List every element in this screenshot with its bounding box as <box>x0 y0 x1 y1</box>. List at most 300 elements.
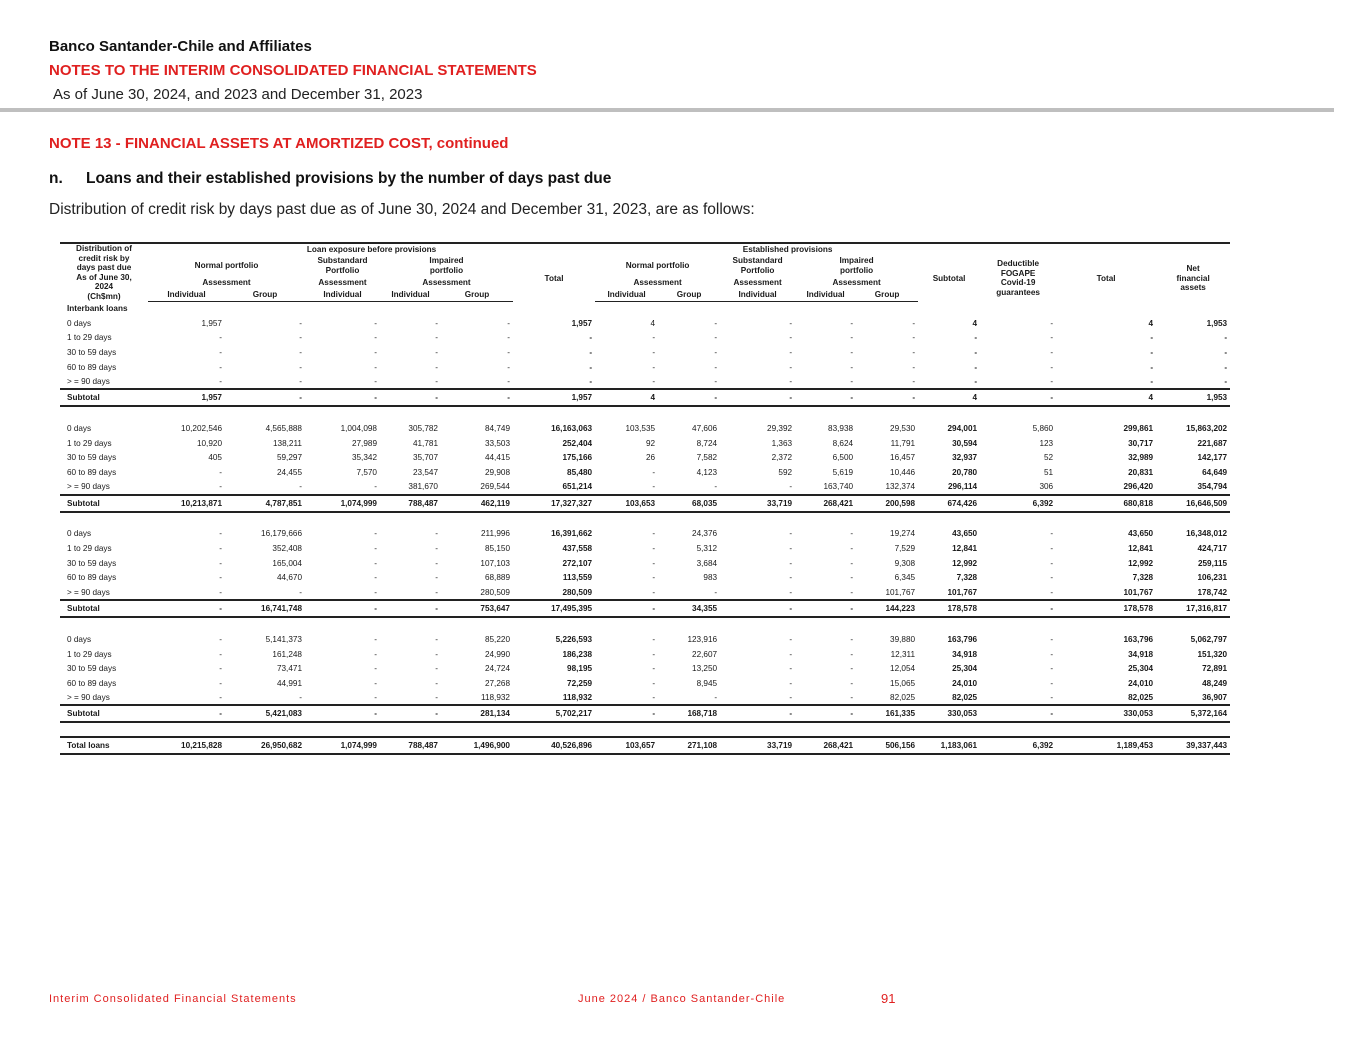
table-cell: 4 <box>918 389 980 406</box>
table-cell: - <box>652 693 656 703</box>
table-cell: 26,950,682 <box>225 737 305 754</box>
table-cell: 8,945 <box>696 678 718 688</box>
table-cell: - <box>789 634 793 644</box>
row-label: 1 to 29 days <box>67 544 112 554</box>
table-cell: 4 <box>1056 389 1156 406</box>
table-cell: - <box>789 587 793 597</box>
table-cell: - <box>1224 333 1228 343</box>
table-cell: - <box>789 347 793 357</box>
table-cell: - <box>850 587 854 597</box>
table-cell: 1,957 <box>201 318 222 328</box>
table-cell: 1,957 <box>148 389 225 406</box>
table-cell: 674,426 <box>918 495 980 512</box>
table-cell: - <box>850 649 854 659</box>
table-cell: 5,141,373 <box>265 634 302 644</box>
interbank-label: Interbank loans <box>67 304 128 314</box>
table-cell: 5,702,217 <box>513 705 595 722</box>
table-cell: 24,376 <box>692 529 718 539</box>
table-cell: - <box>980 705 1056 722</box>
table-cell: 424,717 <box>1197 544 1228 554</box>
table-cell: 4 <box>595 389 658 406</box>
prov-impaired-header: Impaired portfolio <box>839 256 874 275</box>
normal-portfolio-header: Normal portfolio <box>194 261 259 270</box>
table-cell: 296,114 <box>947 482 978 492</box>
table-cell: 84,749 <box>484 423 510 433</box>
table-cell: 4 <box>972 318 978 328</box>
table-cell: - <box>435 573 438 583</box>
table-cell: 4,787,851 <box>225 495 305 512</box>
table-cell: 29,392 <box>767 423 793 433</box>
table-cell: - <box>850 573 854 583</box>
table-cell: 40,526,896 <box>513 737 595 754</box>
table-cell: - <box>435 529 438 539</box>
table-cell: - <box>980 600 1056 617</box>
table-cell: 268,421 <box>795 495 856 512</box>
table-cell: - <box>789 573 793 583</box>
table-cell: 32,989 <box>1128 453 1154 463</box>
table-cell: - <box>789 318 793 328</box>
table-cell: 6,500 <box>832 453 854 463</box>
subtotal-row <box>60 600 1230 617</box>
table-cell: 144,223 <box>856 600 918 617</box>
table-cell: 178,578 <box>918 600 980 617</box>
table-cell: - <box>435 318 438 328</box>
row-label: > = 90 days <box>67 376 110 386</box>
total-provisions-header: Total <box>1096 273 1116 283</box>
table-cell: 462,119 <box>441 495 513 512</box>
table-cell: - <box>720 600 795 617</box>
table-cell: - <box>974 376 978 386</box>
subtotal-row <box>60 495 1230 512</box>
table-cell: 35,707 <box>412 453 438 463</box>
table-cell: - <box>714 347 718 357</box>
table-cell: - <box>1050 347 1054 357</box>
table-cell: - <box>652 347 656 357</box>
table-cell: - <box>1050 376 1054 386</box>
table-cell: 123,916 <box>687 634 718 644</box>
table-cell: 788,487 <box>380 495 441 512</box>
table-cell: - <box>714 482 718 492</box>
table-row <box>60 661 1230 676</box>
table-cell: - <box>219 649 222 659</box>
table-cell: 259,115 <box>1197 558 1228 568</box>
table-cell: 296,420 <box>1123 482 1154 492</box>
table-cell: 788,487 <box>380 737 441 754</box>
table-row <box>60 527 1230 542</box>
table-cell: - <box>507 333 510 343</box>
table-cell: - <box>912 376 916 386</box>
table-cell: 34,918 <box>1128 649 1154 659</box>
substandard-header: Substandard Portfolio <box>317 256 368 275</box>
table-cell: 4 <box>1148 318 1154 328</box>
table-cell: - <box>435 544 438 554</box>
table-cell: - <box>720 389 795 406</box>
table-cell: 280,509 <box>480 587 510 597</box>
table-cell: 1,363 <box>771 438 793 448</box>
table-cell: 163,796 <box>947 634 978 644</box>
table-cell: - <box>714 587 718 597</box>
table-cell: 35,342 <box>351 453 377 463</box>
table-cell: 10,213,871 <box>148 495 225 512</box>
table-cell: 12,992 <box>1128 558 1154 568</box>
table-cell: - <box>789 649 793 659</box>
table-cell: - <box>652 376 656 386</box>
table-row <box>60 571 1230 586</box>
table-cell: - <box>850 318 854 328</box>
row-label: 60 to 89 days <box>67 468 117 478</box>
table-cell: 30,717 <box>1128 438 1154 448</box>
table-cell: - <box>219 482 222 492</box>
prov-substandard-header: Substandard Portfolio <box>732 256 783 275</box>
table-cell: - <box>850 634 854 644</box>
table-cell: 123 <box>1039 438 1054 448</box>
table-cell: 30,594 <box>952 438 978 448</box>
table-cell: 27,989 <box>351 438 377 448</box>
table-cell: - <box>974 347 978 357</box>
table-cell: - <box>795 600 856 617</box>
table-cell: 354,794 <box>1197 482 1228 492</box>
table-cell: 1,074,999 <box>305 495 380 512</box>
table-cell: - <box>850 693 854 703</box>
table-cell: 10,215,828 <box>148 737 225 754</box>
table-cell: - <box>305 389 380 406</box>
table-cell: - <box>850 347 854 357</box>
row-label: > = 90 days <box>67 587 110 597</box>
table-cell: - <box>299 347 302 357</box>
table-cell: - <box>652 558 656 568</box>
table-cell: - <box>652 362 656 372</box>
table-row <box>60 647 1230 662</box>
table-cell: - <box>219 678 222 688</box>
table-cell: - <box>789 333 793 343</box>
section-heading: Loans and their established provisions by the number of days past due <box>86 170 612 187</box>
table-cell: 103,653 <box>595 495 658 512</box>
table-cell: 106,231 <box>1197 573 1228 583</box>
row-label: 30 to 59 days <box>67 664 117 674</box>
table-cell: - <box>789 482 793 492</box>
table-cell: 44,415 <box>484 453 510 463</box>
table-cell: 15,065 <box>890 678 916 688</box>
table-cell: - <box>1150 362 1154 372</box>
table-cell: 15,863,202 <box>1186 423 1228 433</box>
row-label: > = 90 days <box>67 482 110 492</box>
table-row <box>60 330 1230 345</box>
table-row <box>60 374 1230 389</box>
table-cell: 151,320 <box>1197 649 1228 659</box>
table-row <box>60 436 1230 451</box>
table-cell: - <box>374 347 377 357</box>
intro-text: Distribution of credit risk by days past due as of June 30, 2024 and December 31, 2023, are as follows: <box>49 201 755 218</box>
table-cell: 8,724 <box>696 438 718 448</box>
spacer-row <box>60 617 1230 632</box>
header-divider <box>0 108 1334 112</box>
table-cell: - <box>789 544 793 554</box>
provisions-group-header: Established provisions <box>595 243 980 256</box>
table-row <box>60 585 1230 600</box>
table-cell: 221,687 <box>1197 438 1228 448</box>
table-cell: 3,684 <box>696 558 718 568</box>
table-cell: - <box>789 376 793 386</box>
table-cell: 271,108 <box>658 737 720 754</box>
table-cell: 10,202,546 <box>181 423 222 433</box>
table-cell: - <box>1050 318 1054 328</box>
table-cell: 7,570 <box>356 468 377 478</box>
table-cell: 16,391,662 <box>551 529 593 539</box>
notes-heading: NOTES TO THE INTERIM CONSOLIDATED FINANCIAL STATEMENTS <box>49 62 537 79</box>
table-cell: - <box>850 544 854 554</box>
table-cell: 73,471 <box>276 664 302 674</box>
table-cell: - <box>589 333 593 343</box>
table-cell: 1,957 <box>513 389 595 406</box>
table-row <box>60 451 1230 466</box>
table-cell: 5,312 <box>696 544 718 554</box>
table-cell: 34,918 <box>952 649 978 659</box>
table-cell: 118,932 <box>481 693 510 703</box>
table-cell: 7,529 <box>894 544 916 554</box>
table-cell: - <box>714 333 718 343</box>
table-cell: - <box>380 600 441 617</box>
table-cell: 200,598 <box>856 495 918 512</box>
row-label: 60 to 89 days <box>67 573 117 583</box>
table-cell: - <box>148 705 225 722</box>
table-cell: - <box>714 693 718 703</box>
row-label: Subtotal <box>60 389 148 406</box>
section-title <box>49 170 611 188</box>
table-cell: 7,328 <box>1132 573 1154 583</box>
table-cell: 85,150 <box>484 544 510 554</box>
table-cell: 753,647 <box>441 600 513 617</box>
table-cell: 20,831 <box>1128 468 1154 478</box>
table-cell: - <box>850 664 854 674</box>
table-cell: 113,559 <box>562 573 593 583</box>
table-cell: 163,740 <box>823 482 854 492</box>
page-number: 91 <box>881 991 896 1006</box>
table-cell: 16,741,748 <box>225 600 305 617</box>
table-cell: - <box>789 529 793 539</box>
table-cell: 92 <box>645 438 656 448</box>
table-cell: - <box>1050 678 1054 688</box>
table-cell: 281,134 <box>441 705 513 722</box>
table-cell: - <box>148 600 225 617</box>
table-cell: - <box>1050 634 1054 644</box>
table-cell: - <box>658 389 720 406</box>
table-cell: 1,953 <box>1206 318 1228 328</box>
table-cell: 165,004 <box>272 558 302 568</box>
table-cell: 36,907 <box>1202 693 1228 703</box>
table-cell: - <box>714 376 718 386</box>
table-cell: - <box>652 333 656 343</box>
table-cell: - <box>1150 376 1154 386</box>
table-cell: - <box>850 333 854 343</box>
table-cell: 43,650 <box>952 529 978 539</box>
table-cell: - <box>435 664 438 674</box>
table-cell: - <box>219 573 222 583</box>
table-cell: 178,578 <box>1056 600 1156 617</box>
table-cell: 138,211 <box>273 438 302 448</box>
table-cell: 16,163,063 <box>551 423 593 433</box>
table-cell: 13,250 <box>692 664 718 674</box>
table-cell: 107,103 <box>480 558 510 568</box>
table-cell: 680,818 <box>1056 495 1156 512</box>
table-cell: 23,547 <box>412 468 438 478</box>
table-cell: - <box>374 482 377 492</box>
table-cell: 72,891 <box>1202 664 1228 674</box>
table-cell: 27,268 <box>484 678 510 688</box>
row-label: > = 90 days <box>67 693 110 703</box>
row-label: 30 to 59 days <box>67 347 117 357</box>
table-cell: 19,274 <box>890 529 916 539</box>
table-cell: 168,718 <box>658 705 720 722</box>
table-cell: - <box>305 600 380 617</box>
exposure-group-header: Loan exposure before provisions <box>148 243 595 256</box>
table-cell: - <box>850 529 854 539</box>
table-cell: - <box>219 664 222 674</box>
table-cell: - <box>507 347 510 357</box>
table-cell: 4,565,888 <box>265 423 302 433</box>
table-cell: - <box>1150 333 1154 343</box>
table-cell: 44,991 <box>276 678 302 688</box>
table-cell: - <box>374 529 377 539</box>
table-cell: - <box>1050 693 1054 703</box>
table-cell: 352,408 <box>272 544 302 554</box>
spacer-row <box>60 722 1230 737</box>
table-cell: - <box>219 529 222 539</box>
table-cell: - <box>652 678 656 688</box>
table-cell: - <box>714 318 718 328</box>
table-cell: - <box>299 693 302 703</box>
table-cell: 6,345 <box>894 573 916 583</box>
table-cell: - <box>374 634 377 644</box>
deductible-header: Deductible FOGAPE Covid-19 guarantees <box>996 259 1040 297</box>
table-cell: 24,990 <box>484 649 510 659</box>
table-cell: 20,780 <box>952 468 978 478</box>
table-cell: 34,355 <box>658 600 720 617</box>
table-cell: 272,107 <box>562 558 593 568</box>
table-cell: 7,582 <box>696 453 718 463</box>
table-cell: 17,327,327 <box>513 495 595 512</box>
table-row <box>60 465 1230 480</box>
table-cell: - <box>795 705 856 722</box>
credit-risk-table <box>60 242 1230 755</box>
table-cell: 72,259 <box>567 678 593 688</box>
table-cell: - <box>219 376 222 386</box>
table-cell: 16,646,509 <box>1156 495 1230 512</box>
table-cell: 299,861 <box>1123 423 1154 433</box>
table-cell: 12,311 <box>890 649 916 659</box>
table-cell: 11,791 <box>890 438 916 448</box>
table-cell: - <box>652 482 656 492</box>
table-row <box>60 316 1230 331</box>
table-cell: 98,195 <box>567 664 593 674</box>
table-cell: - <box>1224 362 1228 372</box>
table-cell: - <box>374 318 377 328</box>
table-cell: 26 <box>645 453 656 463</box>
table-cell: 33,503 <box>484 438 510 448</box>
interbank-label-row <box>60 301 1230 316</box>
table-cell: 83,938 <box>828 423 854 433</box>
table-cell: - <box>789 362 793 372</box>
table-cell: 25,304 <box>952 664 978 674</box>
table-cell: - <box>1050 544 1054 554</box>
table-cell: 24,724 <box>484 664 510 674</box>
header-row-assessment: Assessment Assessment Assessment Assessment Assessment Assessment <box>202 277 881 287</box>
table-cell: - <box>219 544 222 554</box>
table-cell: 16,348,012 <box>1186 529 1228 539</box>
table-cell: - <box>589 347 593 357</box>
table-cell: 12,992 <box>952 558 978 568</box>
table-cell: 33,719 <box>720 737 795 754</box>
table-cell: 1,189,453 <box>1056 737 1156 754</box>
table-cell: 22,607 <box>692 649 718 659</box>
table-cell: - <box>374 573 377 583</box>
table-cell: 103,535 <box>625 423 656 433</box>
table-cell: 161,248 <box>272 649 302 659</box>
table-cell: 48,249 <box>1202 678 1228 688</box>
table-cell: 8,624 <box>832 438 854 448</box>
table-cell: - <box>299 333 302 343</box>
table-cell: - <box>595 705 658 722</box>
table-cell: - <box>789 678 793 688</box>
table-row <box>60 421 1230 436</box>
table-cell: - <box>1050 333 1054 343</box>
table-cell: - <box>299 376 302 386</box>
row-label: 1 to 29 days <box>67 649 112 659</box>
table-cell: - <box>299 362 302 372</box>
table-cell: 33,719 <box>720 495 795 512</box>
row-label: 1 to 29 days <box>67 333 112 343</box>
table-cell: 101,767 <box>885 587 916 597</box>
footer-middle: June 2024 / Banco Santander-Chile <box>578 993 786 1005</box>
table-cell: 82,025 <box>1128 693 1154 703</box>
table-cell: 1,496,900 <box>441 737 513 754</box>
table-cell: - <box>789 693 793 703</box>
header-row-2 <box>60 256 1230 258</box>
credit-risk-table-wrap <box>60 242 1228 755</box>
table-cell: 6,392 <box>980 737 1056 754</box>
table-cell: 101,767 <box>1123 587 1154 597</box>
subtotal-row <box>60 705 1230 722</box>
table-row <box>60 480 1230 495</box>
table-cell: 5,372,164 <box>1156 705 1230 722</box>
table-cell: - <box>720 705 795 722</box>
table-cell: 186,238 <box>562 649 593 659</box>
table-cell: 10,446 <box>890 468 916 478</box>
table-cell: - <box>1050 664 1054 674</box>
table-cell: - <box>219 634 222 644</box>
table-cell: 6,392 <box>980 495 1056 512</box>
table-cell: - <box>219 362 222 372</box>
row-label: 60 to 89 days <box>67 362 117 372</box>
table-cell: - <box>974 362 978 372</box>
table-cell: 44,670 <box>276 573 302 583</box>
table-cell: - <box>374 587 377 597</box>
corner-header: Distribution of credit risk by days past due As of June 30, 2024 (Ch$mn) <box>60 243 148 301</box>
table-cell: 5,421,083 <box>225 705 305 722</box>
table-cell: - <box>789 664 793 674</box>
row-label: 0 days <box>67 318 92 328</box>
table-cell: 381,670 <box>408 482 438 492</box>
table-cell: 306 <box>1039 482 1054 492</box>
table-row <box>60 345 1230 360</box>
table-cell: 68,035 <box>658 495 720 512</box>
spacer-row <box>60 406 1230 421</box>
table-cell: - <box>219 558 222 568</box>
table-cell: - <box>219 347 222 357</box>
table-cell: 1,004,098 <box>340 423 377 433</box>
table-cell: 983 <box>703 573 718 583</box>
table-cell: - <box>714 362 718 372</box>
table-row <box>60 676 1230 691</box>
